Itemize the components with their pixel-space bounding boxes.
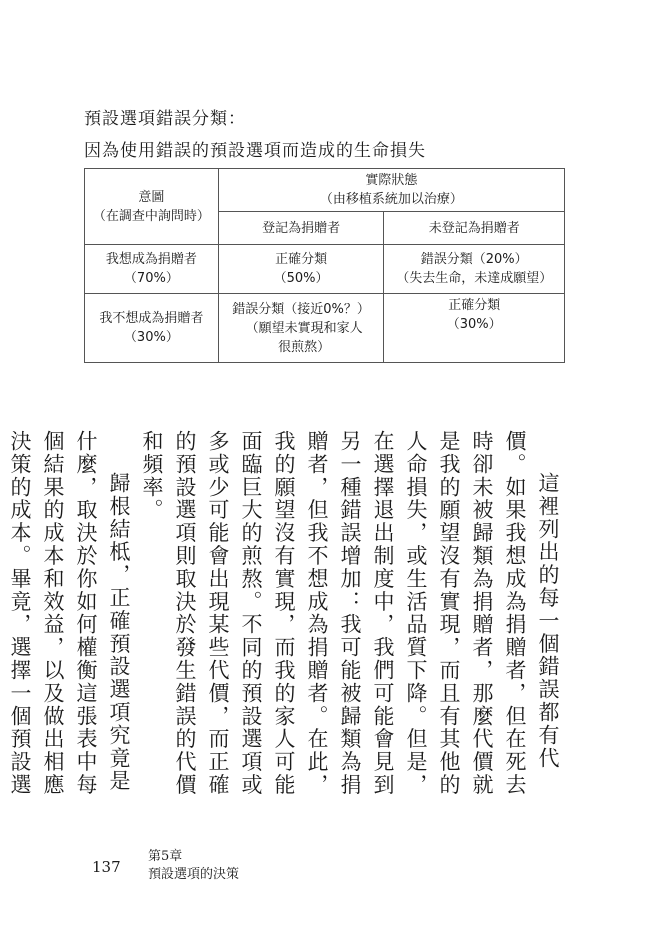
page-number: 137 — [92, 858, 121, 876]
body-paragraph: 歸根結柢，正確預設選項究竟是什麼，取決於你如何權衡這張表中每個結果的成本和效益，以及做出相應決策的成本。畢竟，選擇一個預設選 — [8, 430, 131, 797]
cell-line: （50%） — [273, 271, 329, 286]
chapter-footer — [148, 848, 239, 884]
row-label-percent: （70%） — [123, 271, 179, 286]
row-label-cell — [85, 294, 219, 363]
error-classification-table — [84, 168, 565, 363]
cell-line: 錯誤分類（20%） — [420, 252, 528, 267]
chapter-title: 預設選項的決策 — [148, 867, 240, 882]
unregistered-column-header: 未登記為捐贈者 — [384, 212, 565, 245]
vertical-body-text — [0, 430, 564, 798]
actual-header-cell — [218, 169, 564, 212]
cell-line: （願望未實現和家人 — [245, 320, 363, 336]
table-row — [85, 245, 565, 294]
table-cell — [384, 294, 565, 363]
intent-header-note: （在調查中詢問時） — [92, 208, 210, 224]
table-cell — [218, 245, 384, 294]
registered-column-header: 登記為捐贈者 — [218, 212, 384, 245]
cell-line: 很煎熬） — [278, 339, 331, 355]
cell-line: 正確分類 — [275, 252, 328, 267]
chapter-number: 第5章 — [148, 849, 183, 864]
section-title: 預設選項錯誤分類： — [84, 109, 246, 129]
actual-header-note: （由移植系統加以治療） — [319, 192, 463, 207]
row-label: 我想成為捐贈者 — [105, 252, 197, 267]
actual-header-label: 實際狀態 — [365, 173, 418, 188]
section-subtitle: 因為使用錯誤的預設選項而造成的生命損失 — [84, 141, 426, 161]
cell-line: 錯誤分類（接近0%？） — [232, 301, 370, 317]
row-label: 我不想成為捐贈者 — [99, 311, 204, 326]
intent-header-cell — [85, 169, 219, 245]
body-paragraph: 這裡列出的每一個錯誤都有代價。如果我想成為捐贈者，但在死去時卻未被歸類為捐贈者，那麼代價就是我的願望沒有實現，而且有其他的人命損失，或生活品質下降。但是，在選擇退出制度中，我們可能會見到另一種錯誤增加：我可能被歸類為捐贈者，但我不想成為捐贈者。在此，我的願望沒有實現，而我的家人可能面臨巨大的煎熬。不同的預設選項或多或少可能會出現某些代價，而正確的預設選項則取決於發生錯誤的代價和頻率。 — [140, 430, 560, 797]
cell-line: 正確分類 — [448, 298, 501, 313]
table-cell — [218, 294, 384, 363]
table-row — [85, 294, 565, 363]
row-label-cell — [85, 245, 219, 294]
intent-header-label: 意圖 — [138, 189, 165, 205]
table-cell — [384, 245, 565, 294]
cell-line: （失去生命，未達成願望） — [396, 271, 553, 286]
row-label-percent: （30%） — [123, 330, 179, 345]
cell-line: （30%） — [446, 317, 502, 332]
table-header-row — [85, 169, 565, 212]
